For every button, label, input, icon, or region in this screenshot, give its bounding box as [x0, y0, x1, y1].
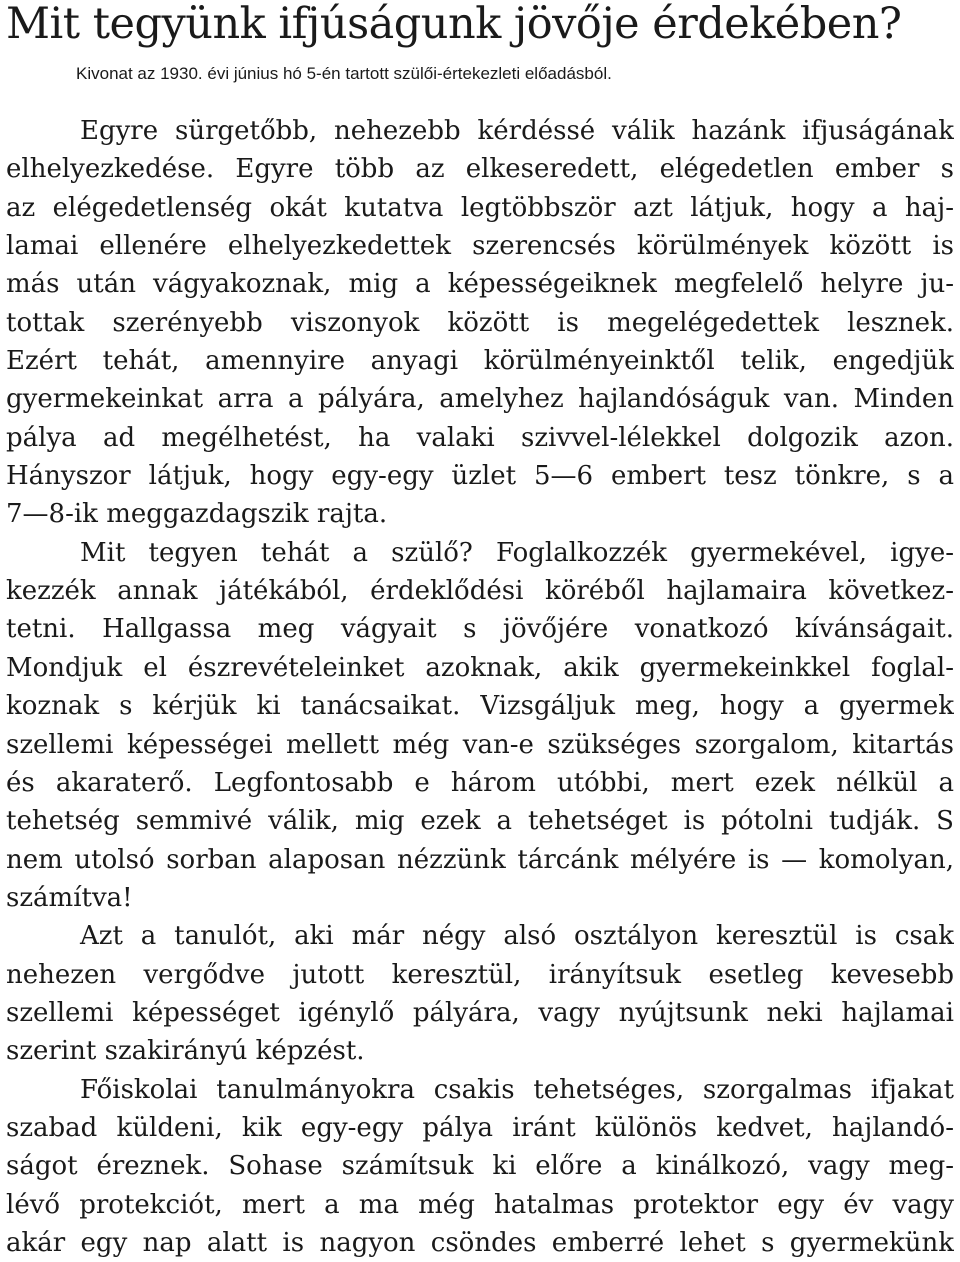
text-line: szellemi képességet igénylő pályára, vagy nyújtsunk neki hajlamai — [6, 997, 954, 1028]
text-line: Főiskolai tanulmányokra csakis tehetséges, szorgalmas ifjakat — [80, 1074, 954, 1105]
text-line: lamai ellenére elhelyezkedettek szerencsés körülmények között is — [6, 231, 954, 262]
text-line: Azt a tanulót, aki már négy alsó osztályon keresztül is csak — [80, 921, 954, 952]
text-line: koznak s kérjük ki tanácsaikat. Vizsgáljuk meg, hogy a gyermek — [6, 691, 954, 722]
text-line: az elégedetlenség okát kutatva legtöbbször azt látjuk, hogy a haj- — [6, 192, 954, 223]
text-line: Mit tegyen tehát a szülő? Foglalkozzék gyermekével, igye- — [80, 537, 954, 568]
text-line: szerint szakirányú képzést. — [6, 1036, 365, 1067]
text-line: tetni. Hallgassa meg vágyait s jövőjére vonatkozó kívánságait. — [6, 614, 954, 645]
text-line: szabad küldeni, kik egy-egy pálya iránt különös kedvet, hajlandó- — [6, 1112, 954, 1143]
text-line: ságot éreznek. Sohase számítsuk ki előre a kinálkozó, vagy meg- — [6, 1151, 954, 1182]
text-line: elhelyezkedése. Egyre több az elkeseredett, elégedetlen ember s — [6, 154, 954, 185]
text-line: más után vágyakoznak, mig a képességeiknek megfelelő helyre ju- — [6, 269, 954, 300]
text-line: akár egy nap alatt is nagyon csöndes emberré lehet s gyermekünk — [6, 1227, 954, 1258]
text-line: Mondjuk el észrevételeinket azoknak, akik gyermekeinkkel foglal- — [6, 652, 954, 683]
text-line: gyermekeinkat arra a pályára, amelyhez hajlandóságuk van. Minden — [6, 384, 954, 415]
text-line: Ezért tehát, amennyire anyagi körülményeinktől telik, engedjük — [6, 346, 954, 377]
article-subtitle: Kivonat az 1930. évi június hó 5-én tartott szülői-értekezleti előadásból. — [76, 64, 612, 83]
article-body — [6, 112, 954, 1262]
text-line: számítva! — [6, 882, 133, 913]
article-title: Mit tegyünk ifjúságunk jövője érdekében? — [6, 0, 902, 49]
text-line: lévő protekciót, mert a ma még hatalmas protektor egy év vagy — [6, 1189, 954, 1220]
text-line: Egyre sürgetőbb, nehezebb kérdéssé válik hazánk ifjuságának — [80, 116, 954, 146]
text-line: tehetség semmivé válik, mig ezek a tehetséget is pótolni tudják. S — [6, 806, 954, 837]
text-line: tottak szerényebb viszonyok között is megelégedettek lesznek. — [6, 307, 954, 338]
text-line: 7—8-ik meggazdagszik rajta. — [6, 499, 388, 530]
text-line: nem utolsó sorban alaposan nézzünk tárcánk mélyére is — komolyan, — [6, 844, 954, 875]
text-line: és akaraterő. Legfontosabb e három utóbbi, mert ezek nélkül a — [6, 767, 954, 798]
text-line: kezzék annak játékából, érdeklődési köréből hajlamaira következ- — [6, 576, 954, 607]
text-line: szellemi képességei mellett még van-e szükséges szorgalom, kitartás — [6, 729, 954, 760]
text-line: pálya ad megélhetést, ha valaki szivvel-lélekkel dolgozik azon. — [6, 422, 954, 453]
text-line: nehezen vergődve jutott keresztül, irányítsuk esetleg kevesebb — [6, 959, 954, 990]
text-line: Hányszor látjuk, hogy egy-egy üzlet 5—6 embert tesz tönkre, s a — [6, 461, 954, 492]
